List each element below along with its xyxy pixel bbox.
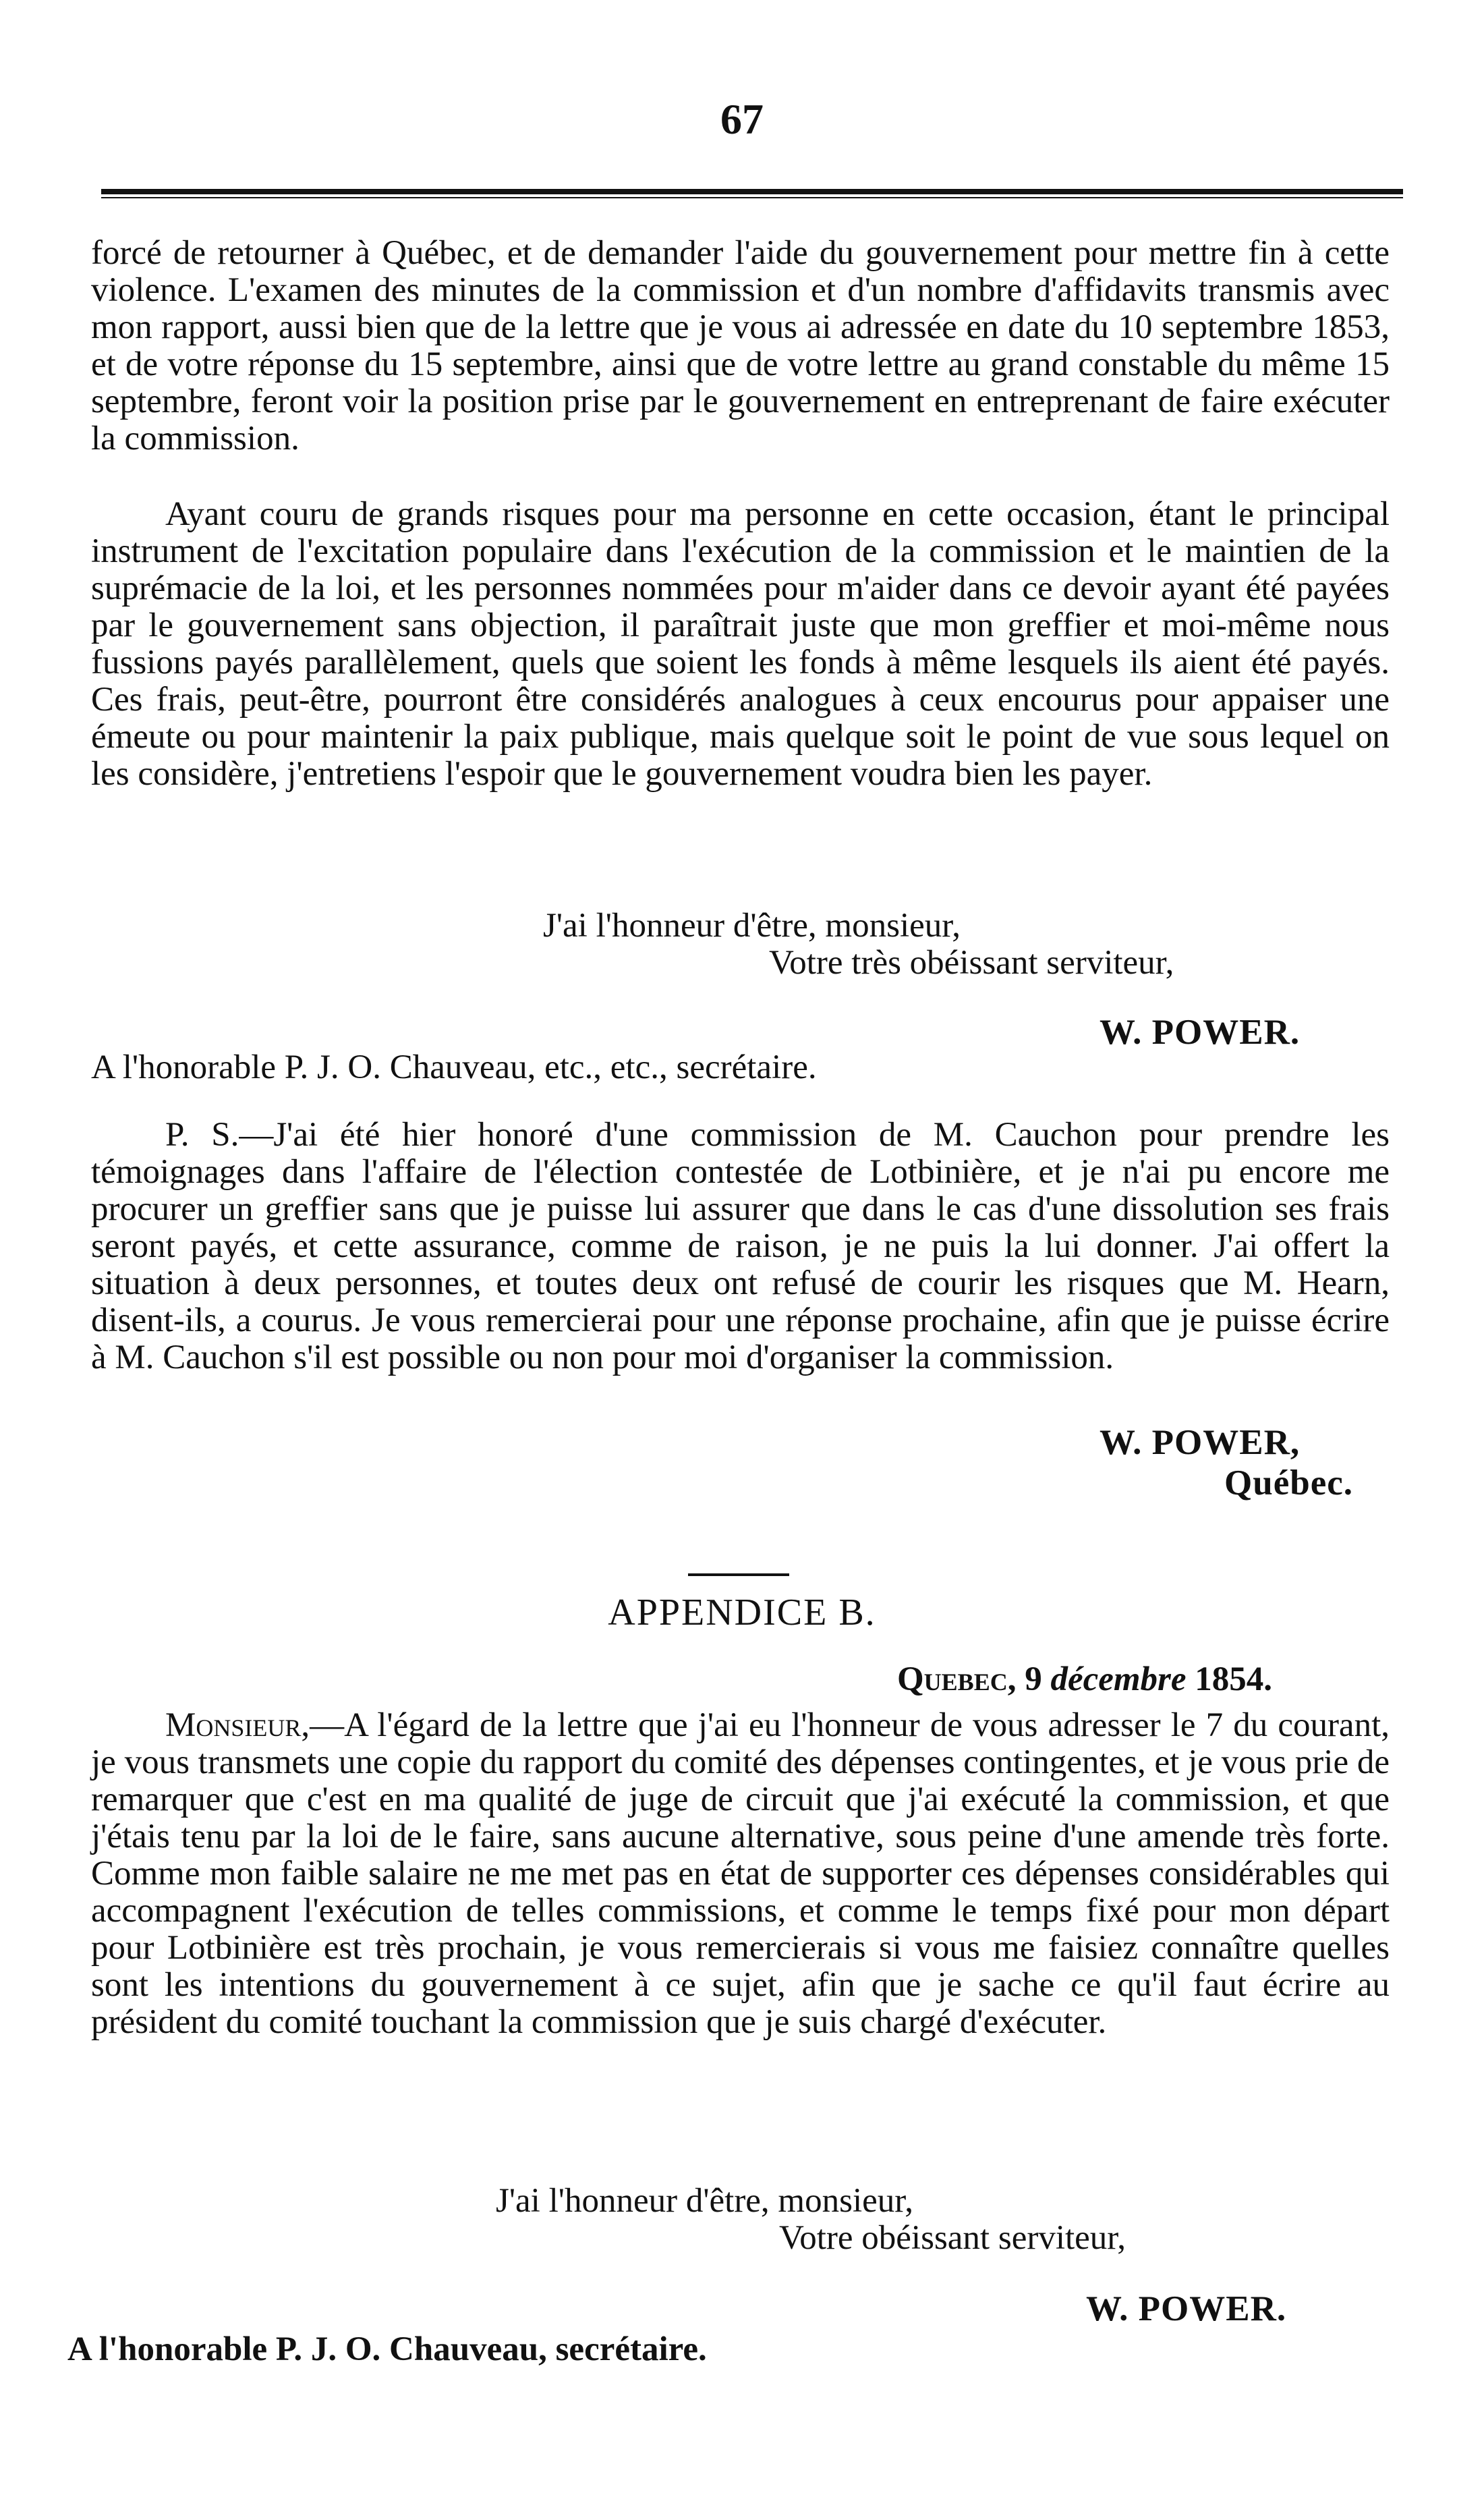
dateline-month: décembre (1050, 1660, 1187, 1698)
dateline-place: Quebec, (897, 1660, 1017, 1698)
addressee-1: A l'honorable P. J. O. Chauveau, etc., etc., secrétaire. (91, 1048, 817, 1086)
signature-2-name: W. POWER, (1100, 1423, 1301, 1462)
dateline-year: 1854. (1195, 1660, 1273, 1698)
signature-2-place: Québec. (1224, 1463, 1353, 1503)
signature-3: W. POWER. (1086, 2289, 1287, 2328)
section-divider (688, 1573, 789, 1576)
page-number: 67 (720, 95, 764, 143)
signature-1: W. POWER. (1100, 1013, 1301, 1052)
closing-line-2: Votre très obéissant serviteur, (769, 944, 1174, 982)
dateline (897, 1661, 1272, 1698)
letter-2-text: —A l'égard de la lettre que j'ai eu l'honneur de vous adresser le 7 du courant, je vous transmets une copie du rapport du comité des dépenses contingentes, et je vous prie de remarquer que c'est en ma qualité de juge de circuit que j'ai exécuté la commission, et que j'étais tenu par la loi de le faire, sans aucune alternative, sous peine d'une amende très forte. Comme mon faible salaire ne me met pas en état de supporter ces dépenses considérables qui accompagnent l'exécution de telles commissions, et comme le temps fixé pour mon départ pour Lotbinière est très prochain, je vous remercierais si vous me faisiez connaître quelles sont les intentions du gouvernement à ce sujet, afin que je sache ce qu'il faut écrire au président du comité touchant la commission que je suis chargé d'exécuter. (91, 1706, 1390, 2041)
paragraph-continuation: forcé de retourner à Québec, et de demander l'aide du gouvernement pour mettre fin à cette violence. L'examen des minutes de la commission et d'un nombre d'affidavits transmis avec mon rapport, aussi bien que de la lettre que je vous ai adressée en date du 10 septembre 1853, et de votre réponse du 15 septembre, ainsi que de votre lettre au grand constable du même 15 septembre, feront voir la position prise par le gouvernement en entreprenant de faire exécuter la commission. (91, 234, 1390, 457)
closing-line-1: J'ai l'honneur d'être, monsieur, (543, 907, 961, 945)
addressee-2: A l'honorable P. J. O. Chauveau, secrétaire. (67, 2330, 707, 2368)
salutation: Monsieur, (165, 1706, 310, 1744)
closing-2-line-2: Votre obéissant serviteur, (779, 2219, 1126, 2257)
postscript: P. S.—J'ai été hier honoré d'une commission de M. Cauchon pour prendre les témoignages dans l'affaire de l'élection contestée de Lotbinière, et je n'ai pu encore me procurer un greffier sans que je puisse lui assurer que dans le cas d'une dissolution ses frais seront payés, et cette assurance, comme de raison, je ne puis la lui donner. J'ai offert la situation à deux personnes, et toutes deux ont refusé de courir les risques que M. Hearn, disent-ils, a courus. Je vous remercierai pour une réponse prochaine, afin que je puisse écrire à M. Cauchon s'il est possible ou non pour moi d'organiser la commission. (91, 1116, 1390, 1376)
dateline-date: 9 (1025, 1660, 1042, 1698)
appendix-title: APPENDICE B. (608, 1592, 876, 1633)
closing-2-line-1: J'ai l'honneur d'être, monsieur, (496, 2182, 913, 2220)
header-rule (101, 189, 1403, 194)
letter-2-body (91, 1707, 1390, 2041)
paragraph-risks: Ayant couru de grands risques pour ma personne en cette occasion, étant le principal instrument de l'excitation populaire dans l'exécution de la commission et le maintien de la suprémacie de la loi, et les personnes nommées pour m'aider dans ce devoir ayant été payées par le gouvernement sans objection, il paraîtrait juste que mon greffier et moi-même nous fussions payés parallèlement, quels que soient les fonds à même lesquels ils aient été payés. Ces frais, peut-être, pourront être considérés analogues à ceux encourus pour appaiser une émeute ou pour maintenir la paix publique, mais quelque soit le point de vue sous lequel on les considère, j'entretiens l'espoir que le gouvernement voudra bien les payer. (91, 495, 1390, 793)
